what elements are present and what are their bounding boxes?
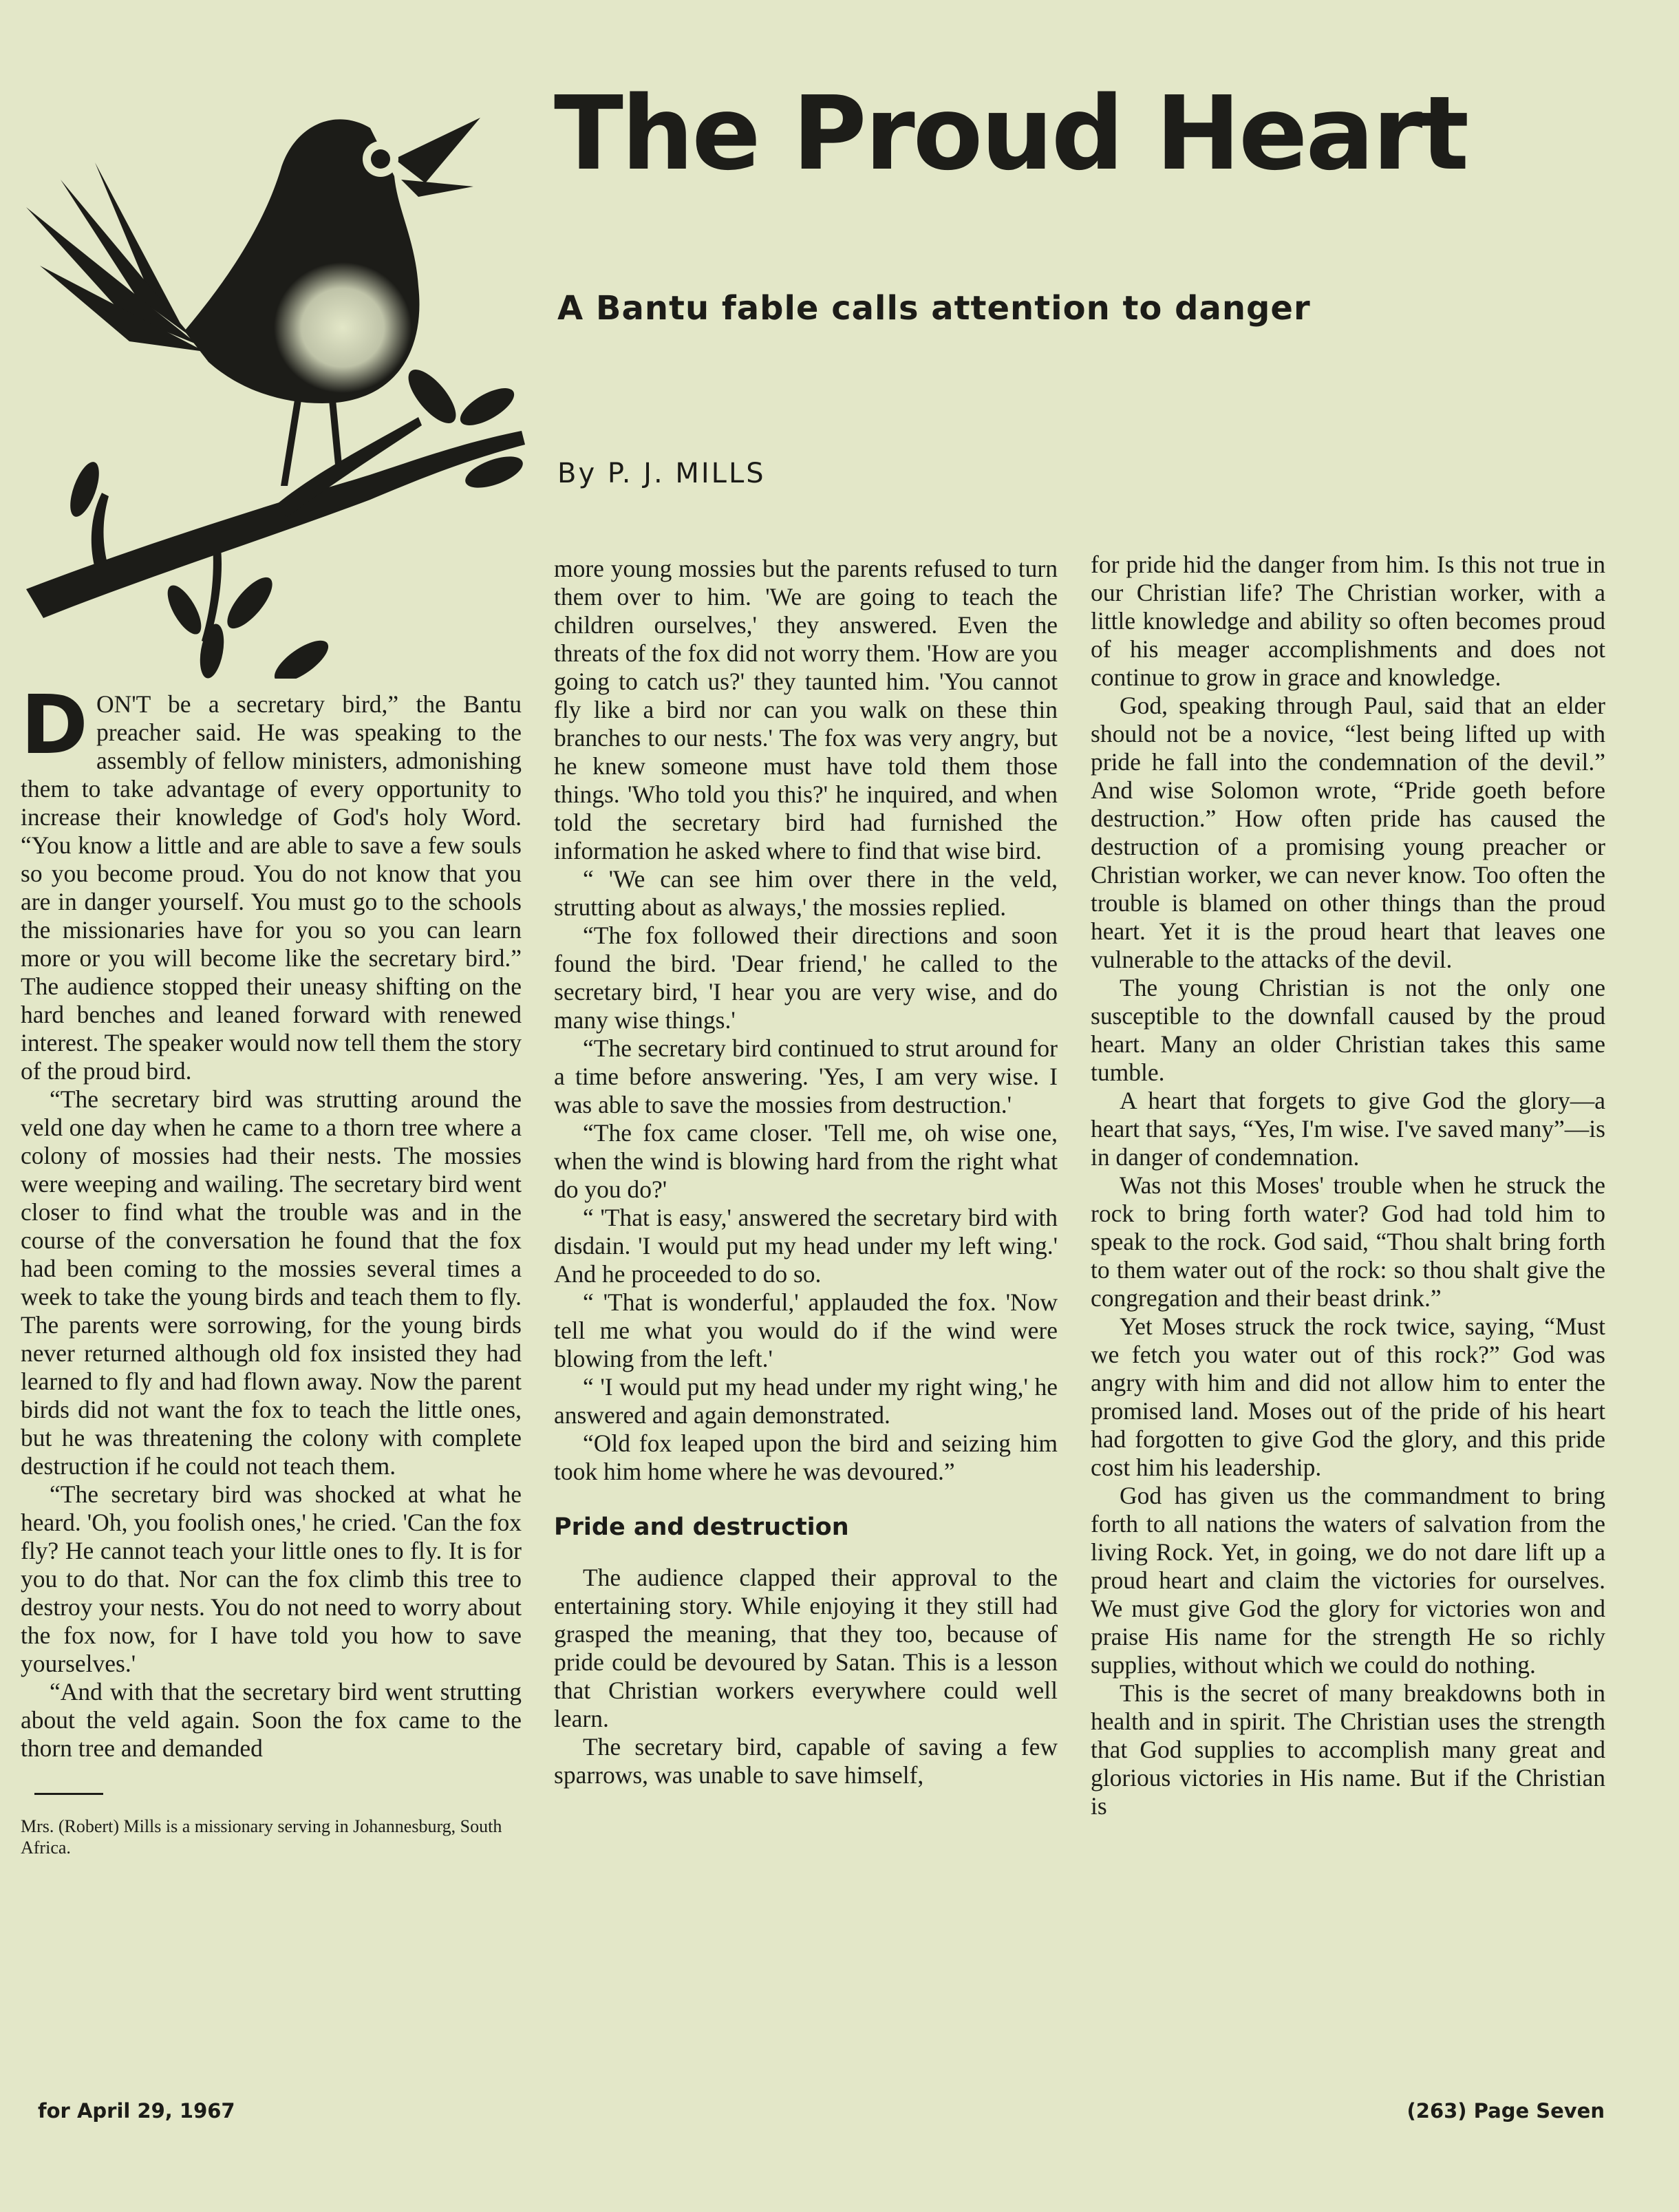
paragraph: Was not this Moses' trouble when he struck the rock to bring forth water? God had told him to speak to the rock. God said, “Thou shalt bring forth to them water out of the rock: so thou shalt give the congregation and their beast drink.”: [1091, 1171, 1605, 1312]
tail-feather: [40, 266, 205, 352]
paragraph: The audience clapped their approval to the entertaining story. While enjoying it they still had grasped the meaning, that they too, because of pride could be devoured by Satan. This is a lesson that Christian workers everywhere could well learn.: [554, 1564, 1058, 1732]
paragraph: “ 'I would put my head under my right wing,' he answered and again demonstrated.: [554, 1373, 1058, 1429]
article-byline: By P. J. MILLS: [557, 458, 766, 489]
paragraph: God has given us the commandment to bring forth to all nations the waters of salvation from the living Rock. Yet, in going, we do not dare lift up a proud heart and claim the victories for ourselves. We must give God the glory for victories won and praise His name for the strength He so richly supplies, without which we could do nothing.: [1091, 1482, 1605, 1679]
paragraph-text: ON'T be a secretary bird,” the Bantu preacher said. He was speaking to the assembly of fellow ministers, admonishing them to take advantage of every opportunity to increase their knowledge of God's holy Word. “You know a little and are able to save a few souls so you become proud. You do not know that you are in danger yourself. You must go to the schools the missionaries have for you so you can learn more or you will become like the secretary bird.” The audience stopped their uneasy shifting on the hard benches and leaned forward with renewed interest. The speaker would now tell them the story of the proud bird.: [21, 690, 522, 1085]
bird-illustration: [12, 59, 528, 679]
leaf: [268, 633, 334, 679]
bird-breast: [274, 262, 411, 393]
branch-twig: [92, 493, 109, 568]
paragraph: “ 'That is wonderful,' applauded the fox. 'Now tell me what you would do if the wind were blowing from the left.': [554, 1288, 1058, 1372]
paragraph: “And with that the secretary bird went strutting about the veld again. Soon the fox came to the thorn tree and demanded: [21, 1678, 522, 1762]
footer-date: for April 29, 1967: [38, 2099, 235, 2123]
paragraph: “The secretary bird was shocked at what he heard. 'Oh, you foolish ones,' he cried. 'Can the fox fly? He cannot teach your little ones to fly. It is for you to do that. Nor can the fox climb this tree to destroy your nests. You do not need to worry about the fox now, for I have told you how to save yourselves.': [21, 1480, 522, 1677]
drop-cap: D: [21, 677, 88, 772]
paragraph: “Old fox leaped upon the bird and seizing him took him home where he was devoured.”: [554, 1429, 1058, 1485]
column-2: [554, 555, 1058, 1789]
bird-beak: [394, 118, 480, 183]
paragraph: [21, 677, 522, 1085]
leaf: [196, 622, 227, 679]
bird-leg: [281, 400, 301, 486]
section-heading: Pride and destruction: [554, 1513, 849, 1541]
footer-page-number: (263) Page Seven: [1407, 2099, 1605, 2123]
paragraph: for pride hid the danger from him. Is this not true in our Christian life? The Christian worker, with a little knowledge and ability so often becomes proud of his meager accomplishments and does not continue to grow in grace and knowledge.: [1091, 551, 1605, 691]
leaf: [220, 571, 280, 635]
leaf: [161, 580, 208, 639]
column-1: [21, 677, 522, 1858]
paragraph: “ 'That is easy,' answered the secretary bird with disdain. 'I would put my head under my left wing.' And he proceeded to do so.: [554, 1204, 1058, 1288]
paragraph: “The fox came closer. 'Tell me, oh wise one, when the wind is blowing hard from the right what do you do?': [554, 1119, 1058, 1203]
paragraph: This is the secret of many breakdowns both in health and in spirit. The Christian uses the strength that God supplies to accomplish many great and glorious victories in His name. But if the Christian is: [1091, 1679, 1605, 1820]
paragraph: “ 'We can see him over there in the veld, strutting about as always,' the mossies replied.: [554, 865, 1058, 921]
footnote-rule: [34, 1793, 103, 1795]
bird-pupil: [371, 149, 390, 169]
paragraph: The young Christian is not the only one susceptible to the downfall caused by the proud heart. Many an older Christian takes this same tumble.: [1091, 974, 1605, 1086]
paragraph: The secretary bird, capable of saving a few sparrows, was unable to save himself,: [554, 1733, 1058, 1789]
paragraph: A heart that forgets to give God the glory—a heart that says, “Yes, I'm wise. I've saved many”—is in danger of condemnation.: [1091, 1087, 1605, 1171]
article-title: The Proud Heart: [554, 74, 1468, 193]
bird-beak-lower: [401, 180, 473, 197]
paragraph: “The secretary bird was strutting around the veld one day when he came to a thorn tree where a colony of mossies had their nests. The mossies were weeping and wailing. The secretary bird went closer to find what the trouble was and in the course of the conversation he found that the fox had been coming to the mossies several times a week to take the young birds and teach them to fly. The parents were sorrowing, for the young birds never returned although old fox insisted they had learned to fly and had flown away. Now the parent birds did not want the fox to teach the little ones, but he was threatening the colony with complete destruction if he could not teach them.: [21, 1085, 522, 1480]
article-subtitle: A Bantu fable calls attention to danger: [557, 289, 1311, 328]
leaf: [455, 381, 520, 432]
leaf: [400, 362, 464, 430]
author-footnote: Mrs. (Robert) Mills is a missionary serving in Johannesburg, South Africa.: [21, 1816, 502, 1858]
paragraph: “The fox followed their directions and soon found the bird. 'Dear friend,' he called to the secretary bird, 'I hear you are very wise, and do many wise things.': [554, 922, 1058, 1034]
column-3: [1091, 551, 1605, 1820]
paragraph: God, speaking through Paul, said that an elder should not be a novice, “lest being lifted up with pride he fall into the condemnation of the devil.” And wise Solomon wrote, “Pride goeth before destruction.” How often pride has caused the destruction of a promising young preacher or Christian worker, we can never know. Too often the trouble is blamed on other things than the proud heart. Yet it is the proud heart that leaves one vulnerable to the attacks of the devil.: [1091, 692, 1605, 973]
paragraph: Yet Moses struck the rock twice, saying, “Must we fetch you water out of this rock?” God was angry with him and did not allow him to enter the promised land. Moses out of the pride of his heart had forgotten to give God the glory, and this pride cost him his leadership.: [1091, 1312, 1605, 1481]
paragraph: more young mossies but the parents refused to turn them over to him. 'We are going to teach the children ourselves,' they answered. Even the threats of the fox did not worry them. 'How are you going to catch us?' they taunted him. 'You cannot fly like a bird nor can you walk on these thin branches to our nests.' The fox was very angry, but he knew someone must have told them those things. 'Who told you this?' he inquired, and when told the secretary bird had furnished the information he asked where to find that wise bird.: [554, 555, 1058, 864]
paragraph: “The secretary bird continued to strut around for a time before answering. 'Yes, I am very wise. I was able to save the mossies from destruction.': [554, 1034, 1058, 1118]
